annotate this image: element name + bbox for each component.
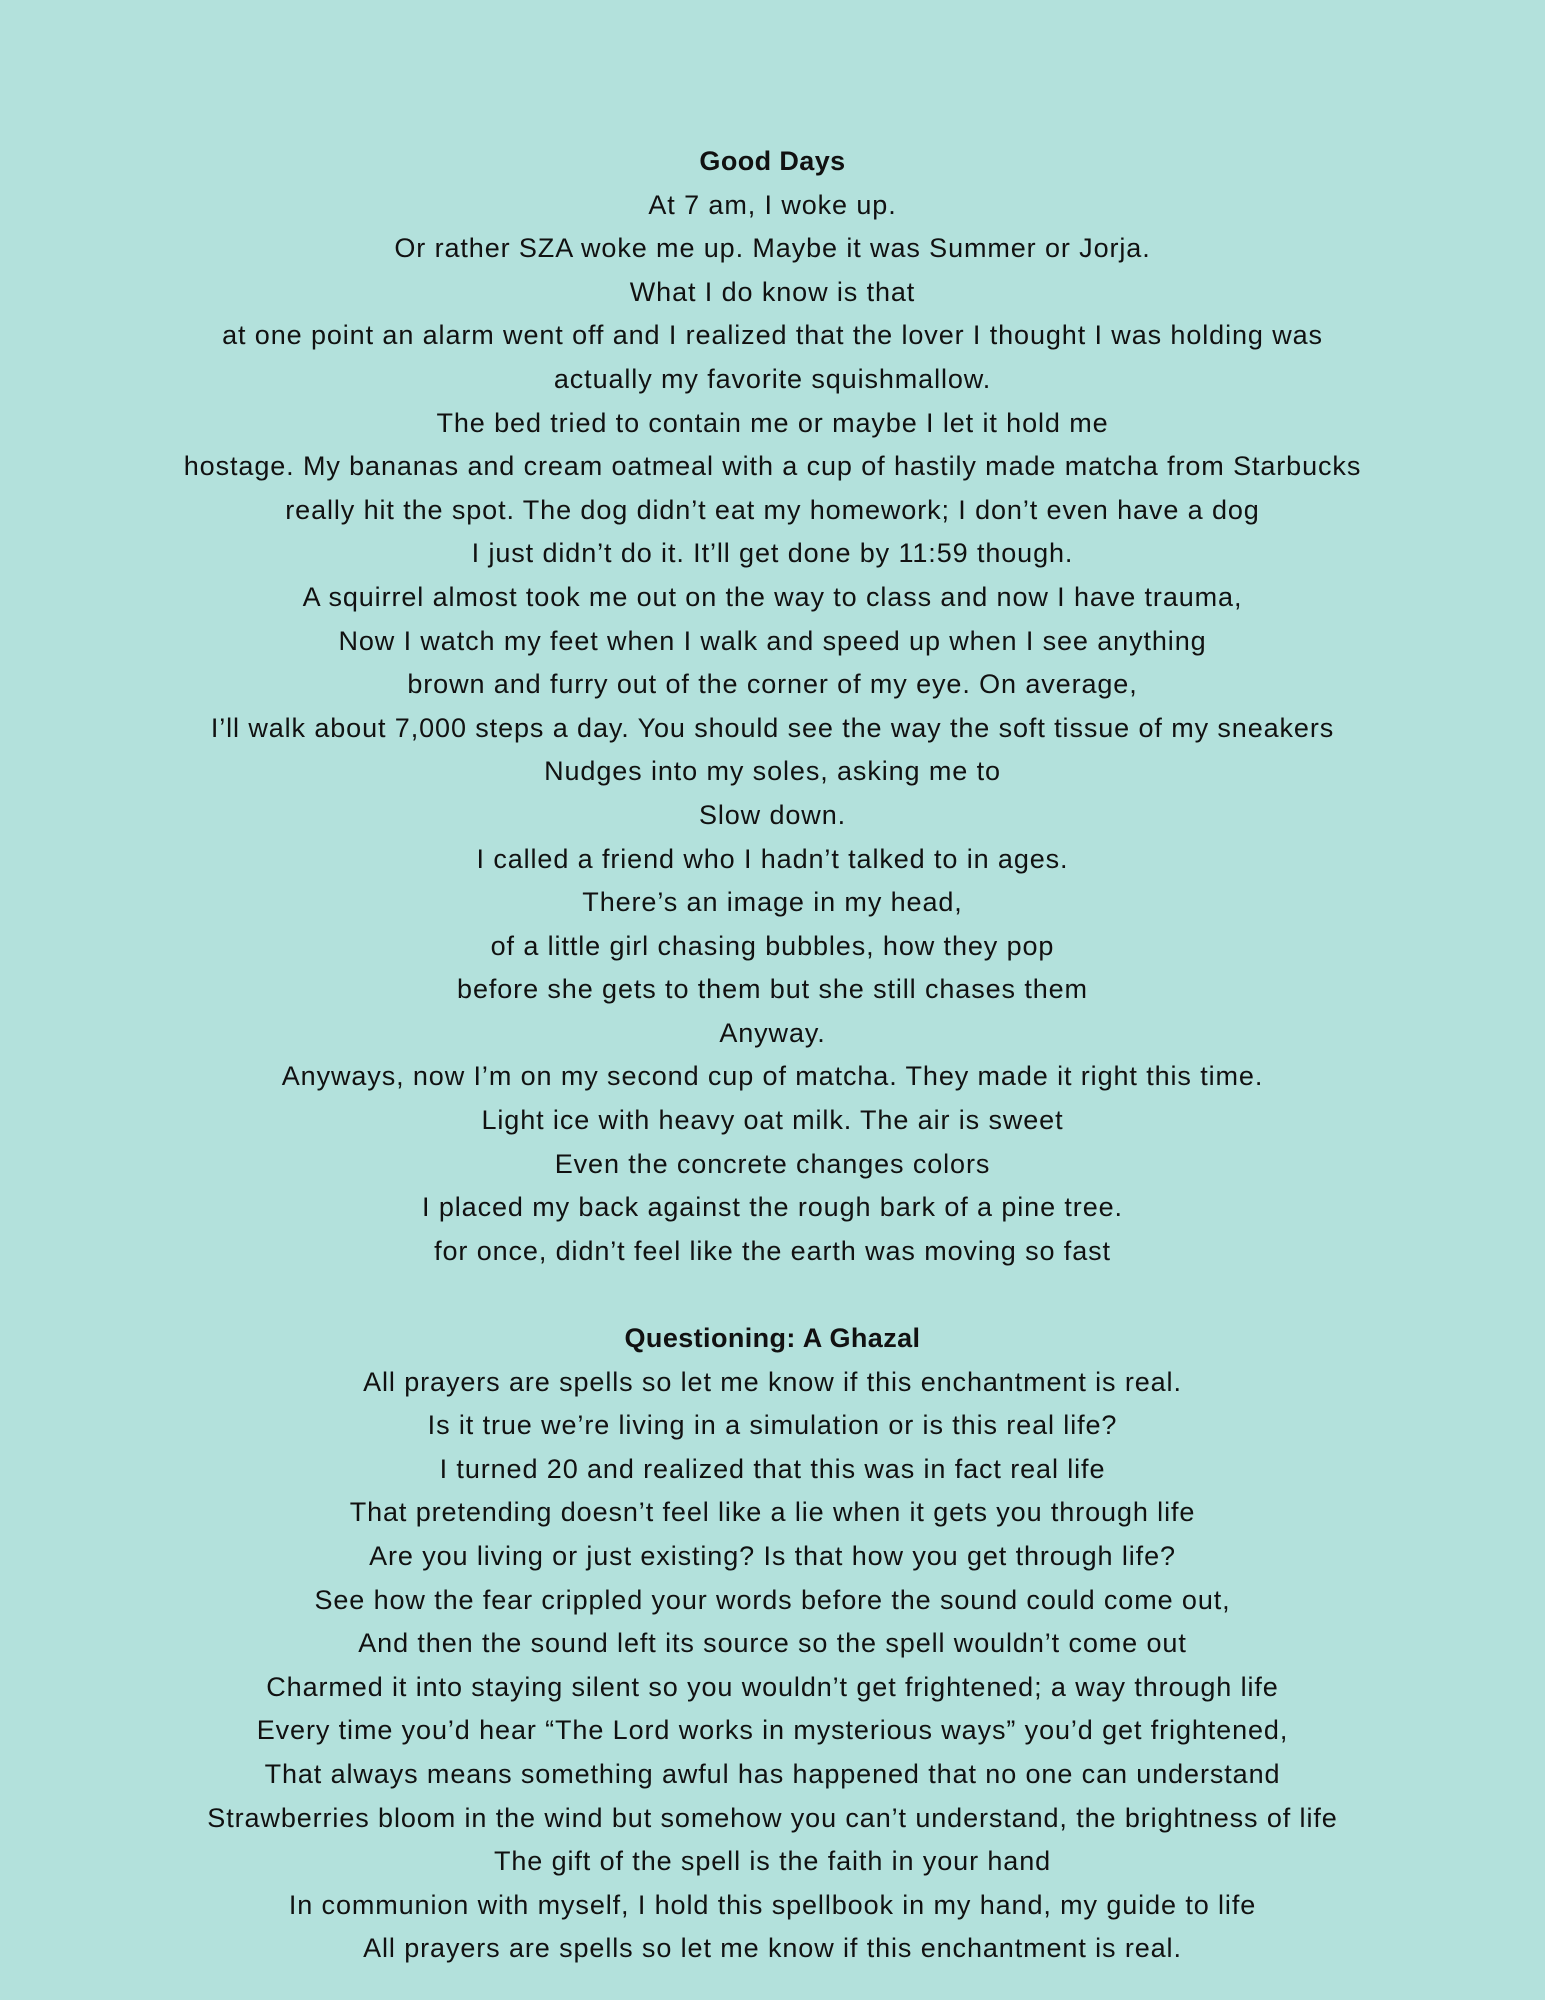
poem-line: hostage. My bananas and cream oatmeal with a cup of hastily made matcha from Starbucks <box>183 451 1362 482</box>
poem-line: I just didn’t do it. It’ll get done by 11:59 though. <box>471 538 1074 569</box>
poem-line: At 7 am, I woke up. <box>648 189 897 220</box>
document-page <box>0 140 1545 1971</box>
poem-line: The bed tried to contain me or maybe I let it hold me <box>436 407 1109 438</box>
poem-line: Or rather SZA woke me up. Maybe it was Summer or Jorja. <box>394 233 1151 264</box>
poem-line: A squirrel almost took me out on the way to class and now I have trauma, <box>302 581 1243 612</box>
poem-title: Questioning: A Ghazal <box>624 1323 921 1354</box>
poem-line: All prayers are spells so let me know if this enchantment is real. <box>363 1366 1182 1397</box>
poem-line: See how the fear crippled your words before the sound could come out, <box>314 1584 1231 1615</box>
poem-line: Now I watch my feet when I walk and speed up when I see anything <box>338 625 1207 656</box>
poem-line: Anyway. <box>719 1017 826 1048</box>
poem-section <box>0 140 1545 1273</box>
poem-line: Every time you’d hear “The Lord works in mysterious ways” you’d get frightened, <box>256 1715 1289 1746</box>
poem-line: I placed my back against the rough bark of a pine tree. <box>422 1192 1123 1223</box>
poem-line: Light ice with heavy oat milk. The air is sweet <box>481 1105 1064 1136</box>
poem-title: Good Days <box>699 146 846 176</box>
poem-line: Even the concrete changes colors <box>554 1148 991 1179</box>
poem-line: Charmed it into staying silent so you wouldn’t get frightened; a way through life <box>266 1671 1279 1702</box>
poem-line: The gift of the spell is the faith in your hand <box>493 1846 1052 1877</box>
poem-line: at one point an alarm went off and I realized that the lover I thought I was holding was <box>222 320 1323 351</box>
poem-line: Slow down. <box>698 799 847 830</box>
poem-line: of a little girl chasing bubbles, how they pop <box>490 930 1055 961</box>
poem-line: What I do know is that <box>629 276 916 307</box>
poem-line: There’s an image in my head, <box>582 887 963 918</box>
poem-line: And then the sound left its source so the spell wouldn’t come out <box>358 1628 1187 1659</box>
poem-line: Nudges into my soles, asking me to <box>544 756 1001 787</box>
poem-line: I’ll walk about 7,000 steps a day. You should see the way the soft tissue of my sneakers <box>210 712 1335 743</box>
poem-line: All prayers are spells so let me know if this enchantment is real. <box>363 1933 1182 1964</box>
poem-line: Strawberries bloom in the wind but somehow you can’t understand, the brightness of life <box>207 1802 1338 1833</box>
poem-line: before she gets to them but she still chases them <box>457 974 1088 1005</box>
poem-line: brown and furry out of the corner of my eye. On average, <box>407 669 1138 700</box>
poem-line: I turned 20 and realized that this was in fact real life <box>439 1453 1106 1484</box>
poem-line: In communion with myself, I hold this spellbook in my hand, my guide to life <box>288 1889 1257 1920</box>
poem-line: really hit the spot. The dog didn’t eat my homework; I don’t even have a dog <box>285 494 1260 525</box>
poem-section <box>0 1317 1545 1971</box>
poem-line: I called a friend who I hadn’t talked to in ages. <box>476 843 1069 874</box>
poem-line: for once, didn’t feel like the earth was moving so fast <box>434 1235 1111 1266</box>
poem-line: That pretending doesn’t feel like a lie when it gets you through life <box>349 1497 1196 1528</box>
poem-line: Is it true we’re living in a simulation or is this real life? <box>427 1410 1118 1441</box>
poem-line: That always means something awful has happened that no one can understand <box>264 1758 1281 1789</box>
poem-line: Are you living or just existing? Is that how you get through life? <box>369 1541 1176 1571</box>
poem-line: actually my favorite squishmallow. <box>553 363 992 394</box>
poem-line: Anyways, now I’m on my second cup of matcha. They made it right this time. <box>281 1061 1264 1092</box>
